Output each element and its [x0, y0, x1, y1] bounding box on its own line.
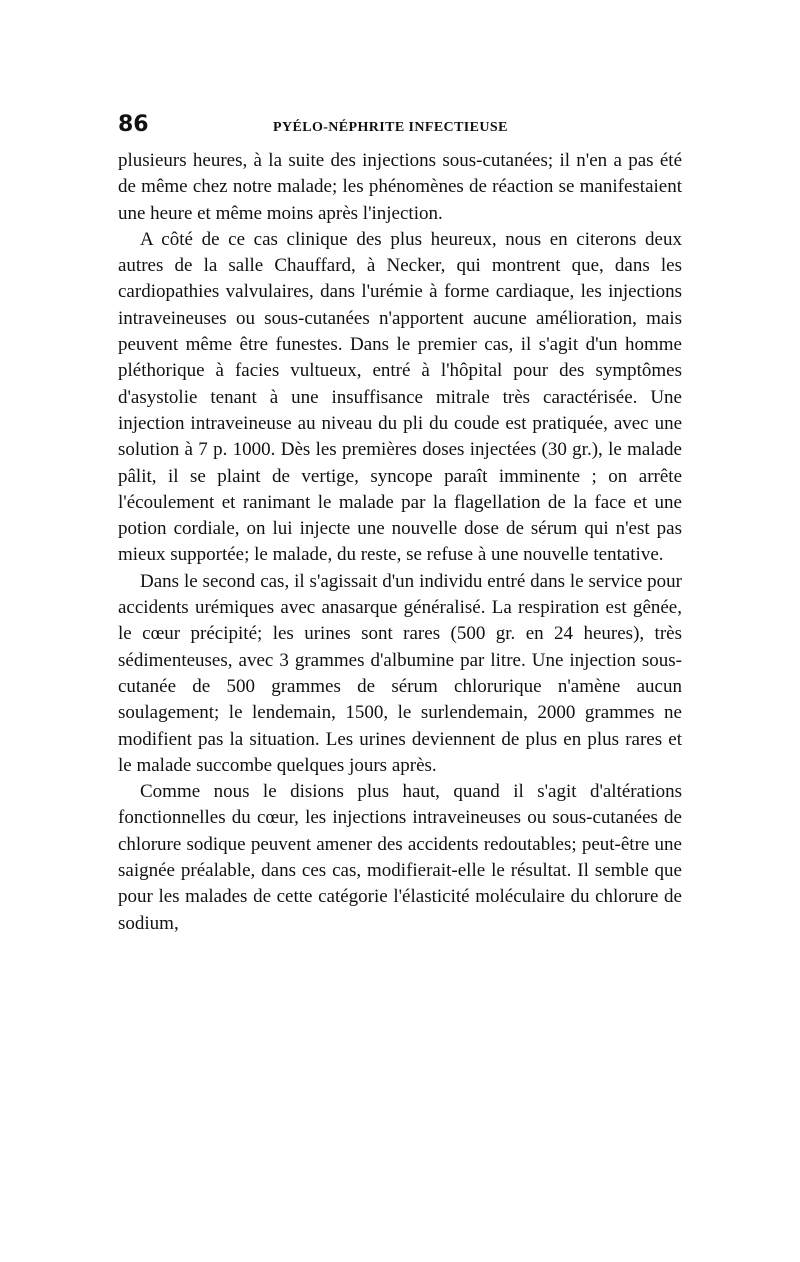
body-text	[118, 148, 682, 937]
running-title: PYÉLO-NÉPHRITE INFECTIEUSE	[273, 120, 508, 135]
paragraph-second-case: Dans le second cas, il s'agissait d'un individu entré dans le service pour accidents urémiques avec anasarque généralisé. La respiration est gênée, le cœur précipité; les urines sont rares (500 gr. en 24 heures), très sédimenteuses, avec 3 grammes d'albumine par litre. Une injection sous-cutanée de 500 grammes de sérum chlorurique n'amène aucun soulagement; le lendemain, 1500, le surlendemain, 2000 grammes ne modifient pas la situation. Les urines deviennent de plus en plus rares et le malade succombe quelques jours après.	[118, 570, 682, 776]
page-number: 86	[118, 112, 149, 137]
paragraph-conclusion: Comme nous le disions plus haut, quand il s'agit d'altérations fonctionnelles du cœur, les injections intraveineuses ou sous-cutanées de chlorure sodique peuvent amener des accidents redoutables; peut-être une saignée préalable, dans ces cas, modifierait-elle le résultat. Il semble que pour les malades de cette catégorie l'élasticité moléculaire du chlorure de sodium,	[118, 781, 682, 934]
paragraph-continuation: plusieurs heures, à la suite des injections sous-cutanées; il n'en a pas été de même chez notre malade; les phénomènes de réaction se manifestaient une heure et même moins après l'injection.	[118, 150, 682, 224]
page-header	[118, 112, 682, 148]
book-page	[118, 112, 682, 937]
paragraph-first-case: A côté de ce cas clinique des plus heureux, nous en citerons deux autres de la salle Chauffard, à Necker, qui montrent que, dans les cardiopathies valvulaires, dans l'urémie à forme cardiaque, les injections intraveineuses ou sous-cutanées n'apportent aucune amélioration, mais peuvent même être funestes. Dans le premier cas, il s'agit d'un homme pléthorique à facies vultueux, entré à l'hôpital pour des symptômes d'asystolie tenant à une insuffisance mitrale très caractérisée. Une injection intraveineuse au niveau du pli du coude est pratiquée, avec une solution à 7 p. 1000. Dès les premières doses injectées (30 gr.), le malade pâlit, il se plaint de vertige, syncope paraît imminente ; on arrête l'écoulement et ranimant le malade par la flagellation de la face et une potion cordiale, on lui injecte une nouvelle dose de sérum qui n'est pas mieux supportée; le malade, du reste, se refuse à une nouvelle tentative.	[118, 228, 682, 566]
